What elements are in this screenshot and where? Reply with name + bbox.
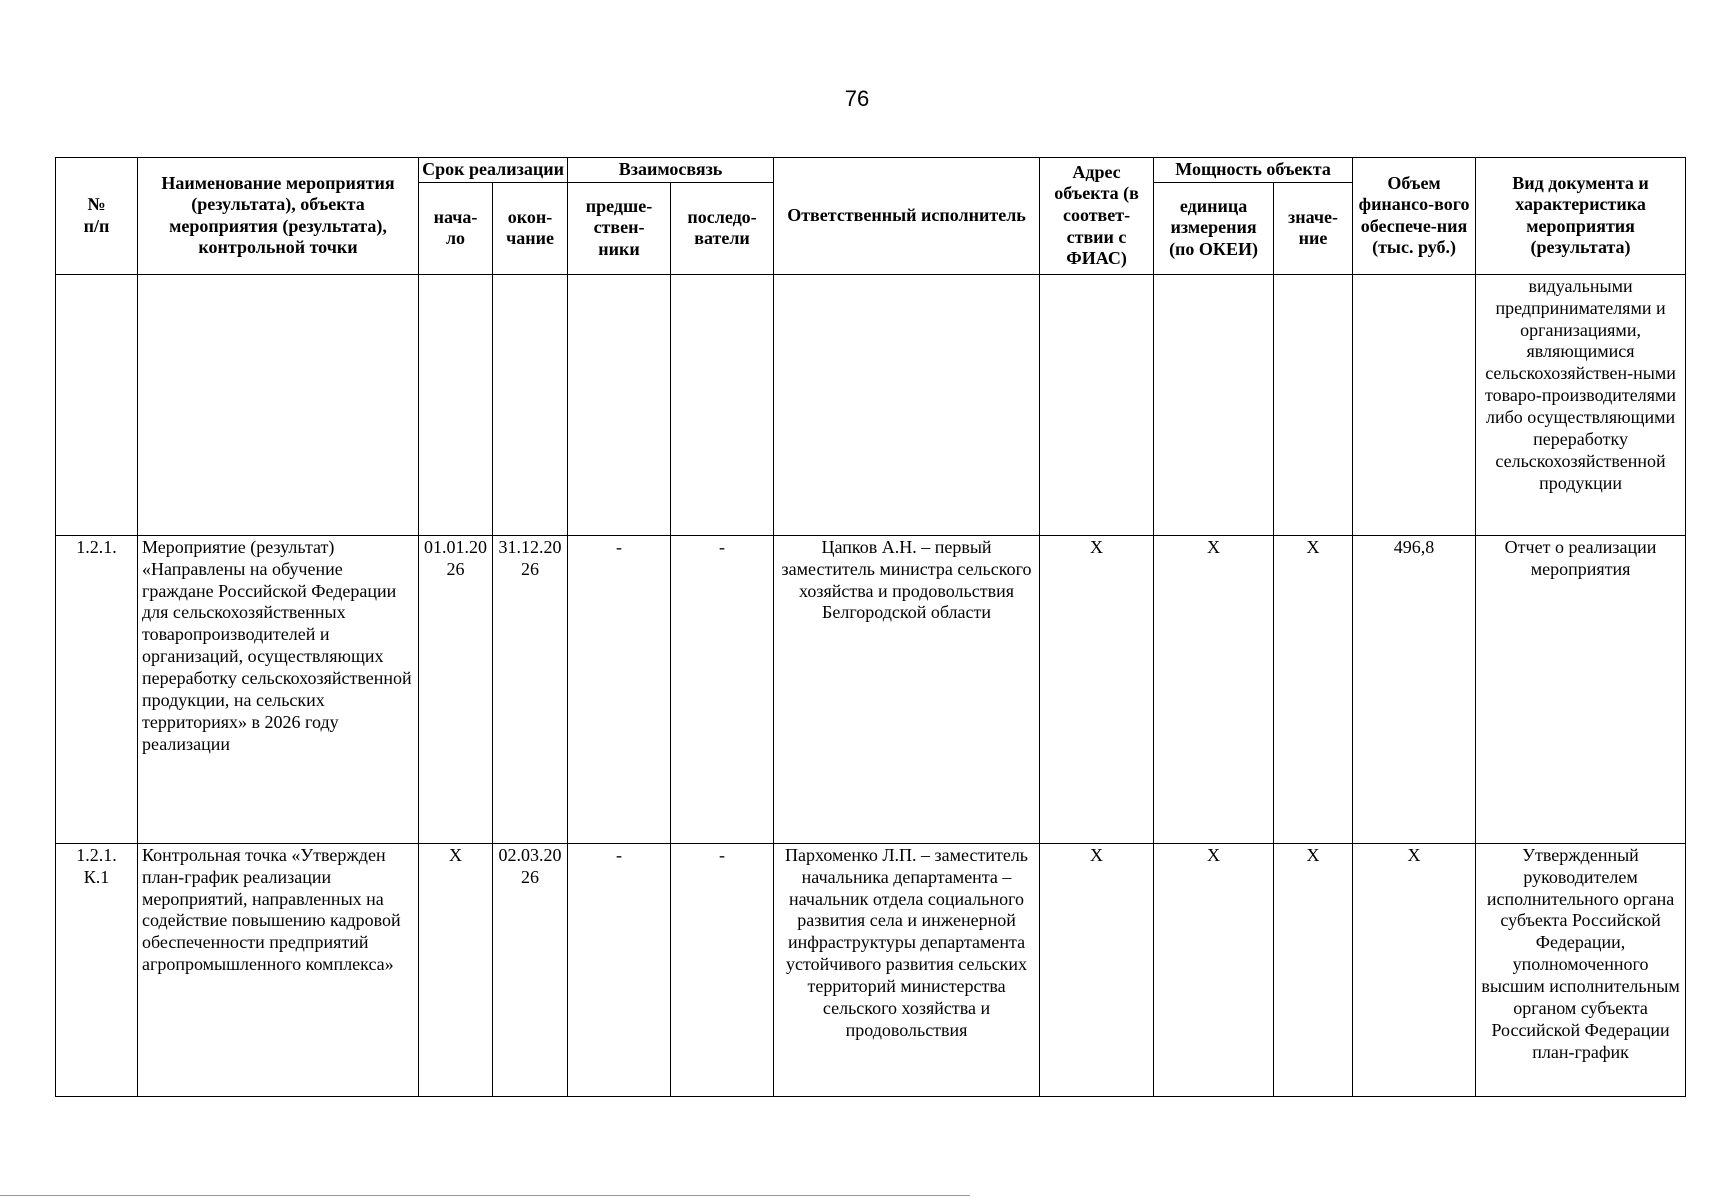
cell-num: 1.2.1. К.1 [56, 843, 138, 1096]
header-term-start: нача- ло [419, 182, 493, 274]
cell-finance: Х [1353, 843, 1476, 1096]
header-finance: Объем финансо-вого обеспече-ния (тыс. руб.) [1353, 158, 1476, 275]
cell-start: 01.01.2026 [419, 535, 493, 843]
header-relation: Взаимосвязь [568, 158, 774, 183]
table-row [56, 274, 1686, 535]
cell-pred: - [568, 843, 671, 1096]
cell-finance [1353, 274, 1476, 535]
cell-value [1274, 274, 1353, 535]
header-capacity: Мощность объекта [1154, 158, 1353, 183]
header-unit: единица измерения (по ОКЕИ) [1154, 182, 1274, 274]
cell-succ: - [671, 535, 774, 843]
plan-table [55, 157, 1686, 1097]
cell-succ: - [671, 843, 774, 1096]
cell-address: Х [1040, 535, 1154, 843]
cell-unit [1154, 274, 1274, 535]
cell-start [419, 274, 493, 535]
cell-responsible: Пархоменко Л.П. – заместитель начальника департамента – начальник отдела социального развития села и инженерной инфраструктуры департамента устойчивого развития сельских территорий министерства сельского хозяйства и продовольствия [774, 843, 1040, 1096]
cell-address [1040, 274, 1154, 535]
cell-name [138, 274, 419, 535]
cell-name: Мероприятие (результат) «Направлены на обучение граждане Российской Федерации для сельскохозяйственных товаропроизводителей и организаций, осуществляющих переработку сельскохозяйственной продукции, на сельских территориях» в 2026 году реализации [138, 535, 419, 843]
cell-name: Контрольная точка «Утвержден план-график реализации мероприятий, направленных на содействие повышению кадровой обеспеченности предприятий агропромышленного комплекса» [138, 843, 419, 1096]
header-term: Срок реализации [419, 158, 568, 183]
cell-num: 1.2.1. [56, 535, 138, 843]
cell-unit: Х [1154, 535, 1274, 843]
page-number: 76 [844, 86, 870, 111]
cell-responsible: Цапков А.Н. – первый заместитель министра сельского хозяйства и продовольствия Белгородской области [774, 535, 1040, 843]
cell-start: Х [419, 843, 493, 1096]
cell-document: видуальными предпринимателями и организациями, являющимися сельскохозяйствен-ными товаро-производителями либо осуществляющими переработку сельскохозяйственной продукции [1476, 274, 1686, 535]
header-address: Адрес объекта (в соответ-ствии с ФИАС) [1040, 158, 1154, 275]
header-predecessors: предше- ствен- ники [568, 182, 671, 274]
header-row-1 [56, 158, 1686, 183]
cell-value: Х [1274, 535, 1353, 843]
header-successors: последо- ватели [671, 182, 774, 274]
cell-address: Х [1040, 843, 1154, 1096]
header-document: Вид документа и характеристика мероприятия (результата) [1476, 158, 1686, 275]
cell-unit: Х [1154, 843, 1274, 1096]
header-name: Наименование мероприятия (результата), объекта мероприятия (результата), контрольной точки [138, 158, 419, 275]
table-row [56, 535, 1686, 843]
cell-document: Утвержденный руководителем исполнительного органа субъекта Российской Федерации, уполномоченного высшим исполнительным органом субъекта Российской Федерации план-график [1476, 843, 1686, 1096]
cell-pred [568, 274, 671, 535]
cell-pred: - [568, 535, 671, 843]
cell-num [56, 274, 138, 535]
cell-finance: 496,8 [1353, 535, 1476, 843]
scan-edge-line [0, 1195, 970, 1196]
cell-end [493, 274, 568, 535]
cell-end: 31.12.2026 [493, 535, 568, 843]
cell-end: 02.03.2026 [493, 843, 568, 1096]
cell-succ [671, 274, 774, 535]
header-num: № п/п [56, 158, 138, 275]
cell-document: Отчет о реализации мероприятия [1476, 535, 1686, 843]
table-row [56, 843, 1686, 1096]
cell-value: Х [1274, 843, 1353, 1096]
header-term-end: окон- чание [493, 182, 568, 274]
header-value: значе- ние [1274, 182, 1353, 274]
header-responsible: Ответственный исполнитель [774, 158, 1040, 275]
cell-responsible [774, 274, 1040, 535]
